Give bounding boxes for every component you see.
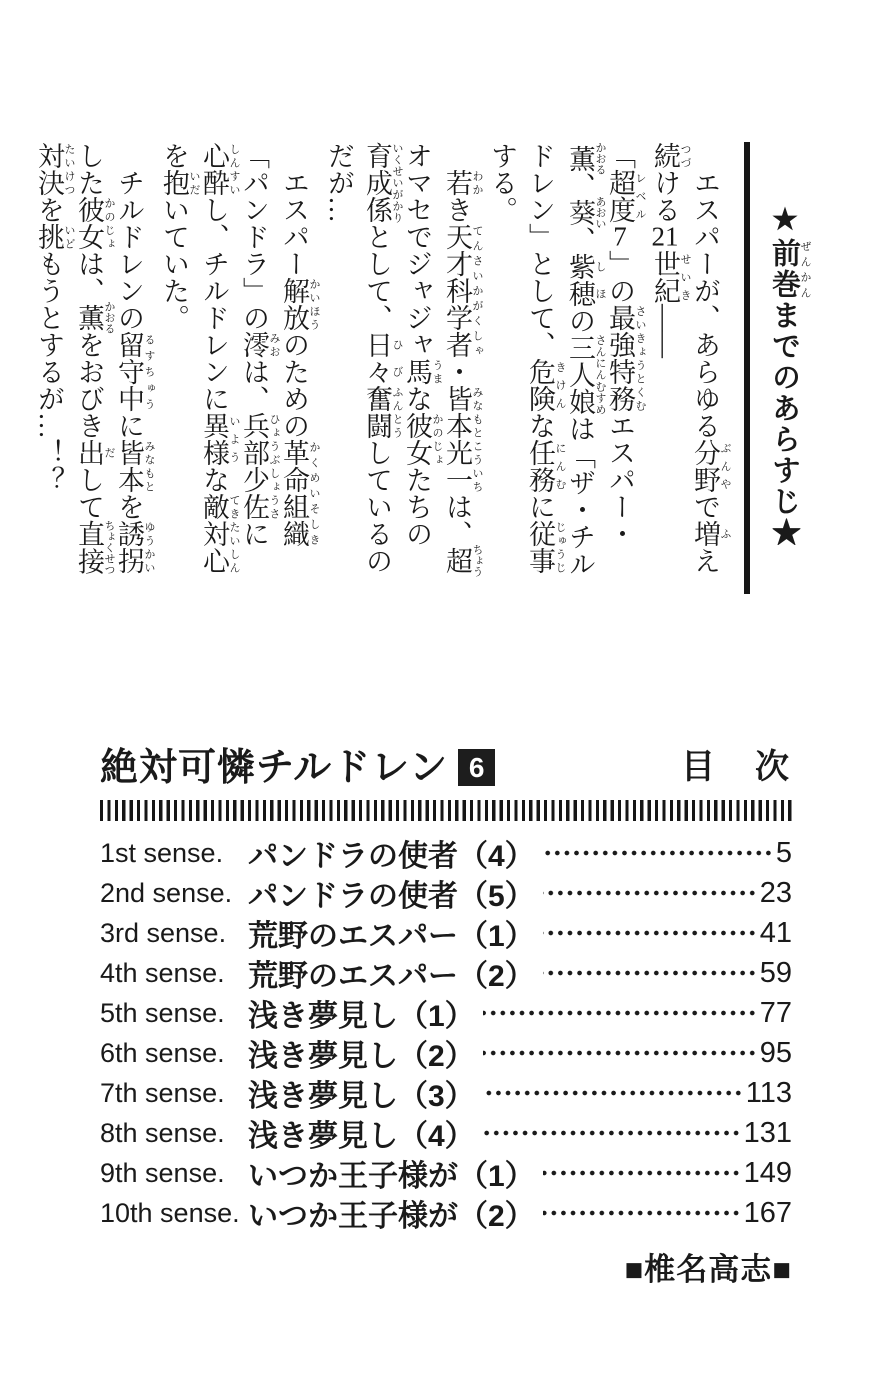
toc-rows: [100, 833, 792, 1233]
toc-row-title: 荒野のエスパー（2）: [248, 960, 535, 993]
toc-leader-dots: [543, 833, 773, 873]
toc-row-label: 6th sense.: [100, 1037, 225, 1068]
toc-row: [100, 1113, 792, 1153]
toc-page-number: 77: [759, 996, 792, 1029]
toc-leader-dots: [483, 1033, 757, 1073]
volume-badge: 6: [458, 749, 495, 786]
toc-row-title: いつか王子様が（1）: [248, 1160, 535, 1193]
toc-leader-dots: [483, 993, 757, 1033]
toc-leader-dots: [543, 873, 757, 913]
toc-row-label: 5th sense.: [100, 997, 225, 1028]
synopsis-header: ★前巻 ぜんかんまでのあらすじ★: [768, 202, 811, 548]
toc-row-title: 浅き夢見し（4）: [248, 1120, 475, 1153]
toc-row-title: 荒野のエスパー（1）: [248, 920, 535, 953]
toc-row: [100, 1033, 792, 1073]
toc-row-label: 7th sense.: [100, 1077, 225, 1108]
synopsis-divider-rule: [744, 142, 750, 594]
toc-page-number: 131: [743, 1116, 792, 1149]
toc-row-title: 浅き夢見し（2）: [248, 1040, 475, 1073]
toc-row: [100, 953, 792, 993]
toc-page-number: 5: [775, 836, 792, 869]
synopsis-paragraph: 若 わかき天才科学者 てんさいかがくしゃ・皆本光一 みなもとこういちは、超 ちょうオマセでジャジャ馬 うまな彼女 かのじょたちの育成係 いくせいがかりとして、日々 ひび奮闘 ふんとうしているのだが…: [324, 142, 483, 577]
synopsis-paragraph: エスパーが、あらゆる分野 ぶんやで増 ふえ続 つづける21世紀 せいき――: [650, 142, 731, 574]
toc-page-number: 95: [759, 1036, 792, 1069]
toc-leader-dots: [483, 1073, 743, 1113]
toc-row: [100, 1073, 792, 1113]
toc-row: [100, 1193, 792, 1233]
toc-leader-dots: [543, 1193, 741, 1233]
toc-row-title: 浅き夢見し（1）: [248, 1000, 475, 1033]
toc-page-number: 59: [759, 956, 792, 989]
toc-leader-dots: [543, 913, 757, 953]
toc-page-number: 149: [743, 1156, 792, 1189]
author-credit: ■椎名高志■: [624, 1252, 792, 1287]
toc-row-title: いつか王子様が（2）: [248, 1200, 535, 1233]
toc-row: [100, 993, 792, 1033]
toc-row-label: 10th sense.: [100, 1197, 240, 1228]
toc-heading: 目 次: [681, 748, 792, 786]
toc-striped-divider: [100, 800, 792, 821]
toc-leader-dots: [543, 1153, 741, 1193]
toc-page-number: 167: [743, 1196, 792, 1229]
toc-section: [100, 736, 792, 1233]
toc-row: [100, 873, 792, 913]
synopsis-paragraph: エスパー解放 かいほうのための革命組織 かくめいそしき「パンドラ」の澪 みおは、兵部少佐 ひょうぶしょうさに心酔 しんすいし、チルドレンに異様 いような敵対心 てきたいしんを抱 いだいていた。: [159, 142, 320, 574]
toc-header-row: [100, 736, 792, 791]
toc-row: [100, 1153, 792, 1193]
toc-book-title-group: [100, 736, 495, 791]
toc-row-title: パンドラの使者（4）: [248, 840, 535, 873]
synopsis-paragraph: 「超度 レベル7」の最強特務 さいきょうとくむエスパー・薫 かおる、葵 あおい、紫穂 しほの三人娘 さんにんむすめは「ザ・チルドレン」として、危険 きけんな任務 にんむに従事 じゅうじする。: [487, 142, 646, 577]
toc-row: [100, 913, 792, 953]
synopsis-paragraphs: [30, 142, 731, 594]
toc-row-label: 8th sense.: [100, 1117, 225, 1148]
toc-leader-dots: [483, 1113, 741, 1153]
toc-page-number: 41: [759, 916, 792, 949]
toc-row-label: 3rd sense.: [100, 917, 227, 948]
toc-row-label: 1st sense.: [100, 837, 224, 868]
toc-row-label: 4th sense.: [100, 957, 225, 988]
toc-page-number: 113: [745, 1076, 792, 1109]
book-title: 絶対可憐チルドレン: [100, 747, 449, 789]
toc-page-number: 23: [759, 876, 792, 909]
toc-leader-dots: [543, 953, 757, 993]
toc-row-label: 9th sense.: [100, 1157, 225, 1188]
toc-row-title: パンドラの使者（5）: [248, 880, 535, 913]
toc-row-title: 浅き夢見し（3）: [248, 1080, 475, 1113]
synopsis-paragraph: チルドレンの留守中 るすちゅうに皆本 みなもとを誘拐 ゆうかいした彼女 かのじょは、薫 かおるをおびき出 だして直接 ちょくせつ対決 たいけつを挑 いどもうとするが…！？: [34, 142, 155, 575]
synopsis-section: [14, 142, 811, 594]
toc-row-label: 2nd sense.: [100, 877, 233, 908]
toc-row: [100, 833, 792, 873]
